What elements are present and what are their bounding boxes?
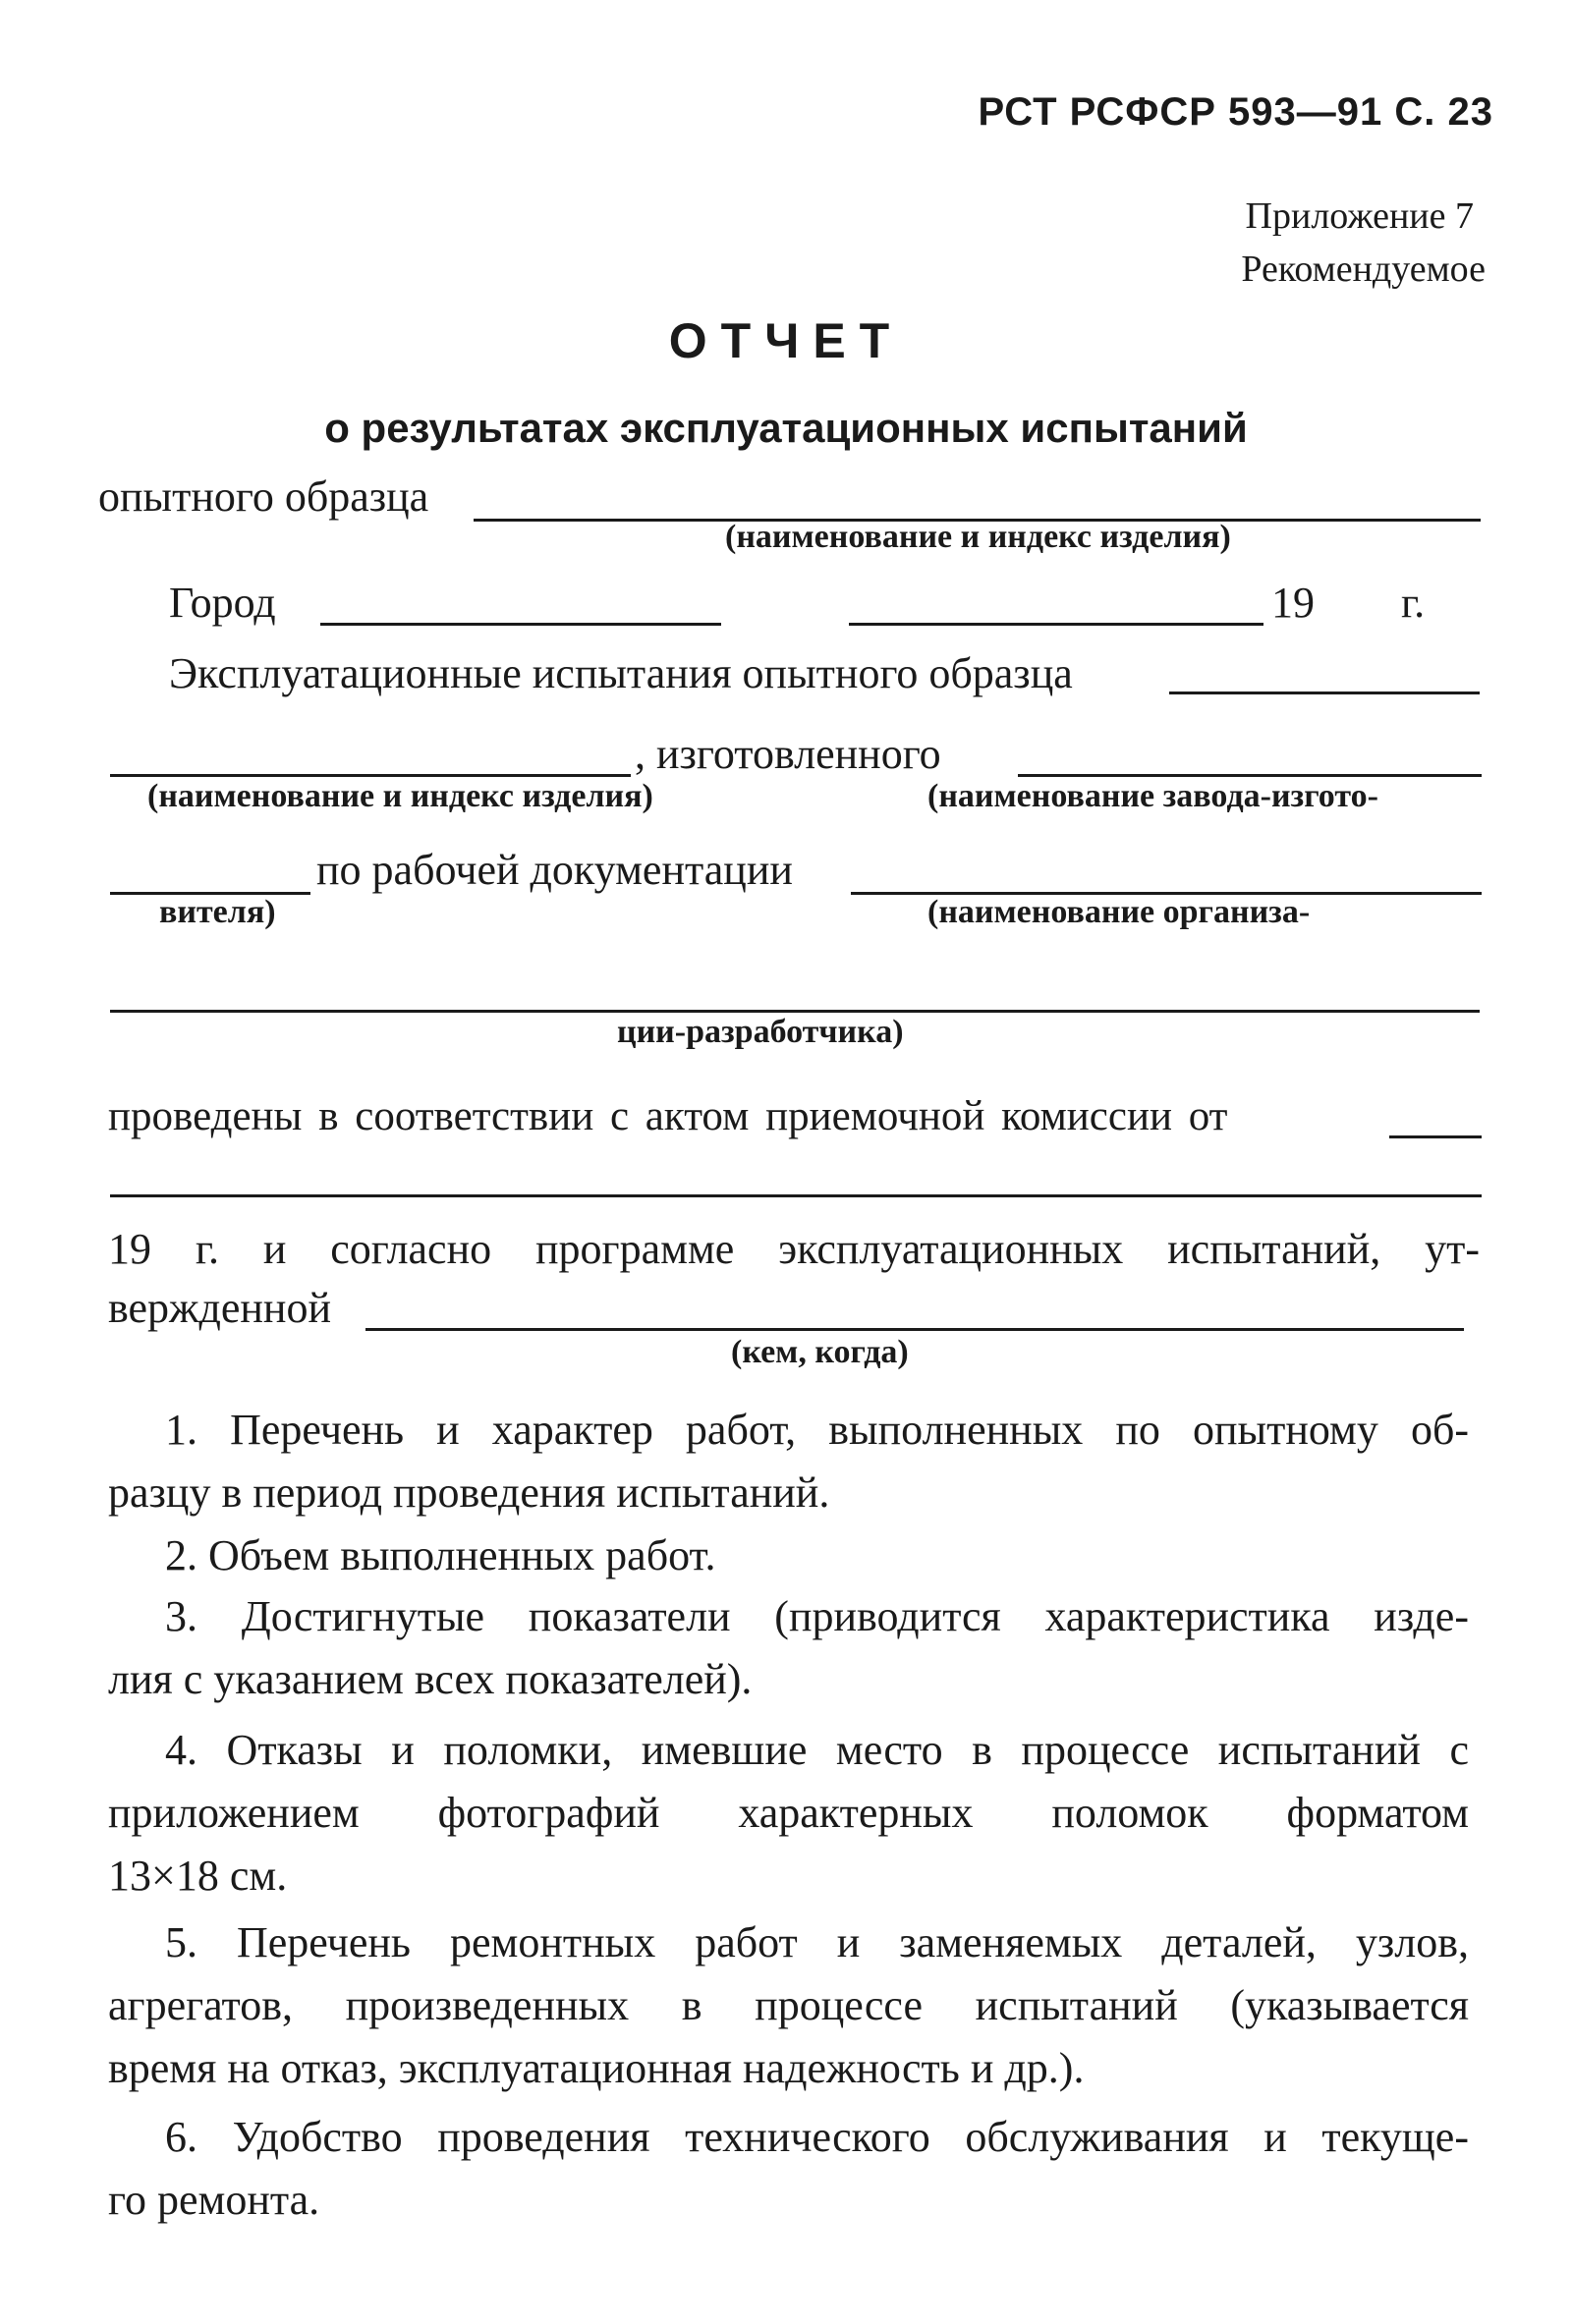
item-2-line-1: 2. Объем выполненных работ. <box>165 1531 716 1579</box>
item-6-line-2: го ремонта. <box>108 2176 320 2224</box>
sample-label: опытного образца <box>98 472 429 521</box>
list-item <box>108 1585 1469 1711</box>
item-1-line-1: 1. Перечень и характер работ, выполненных по опытному об- <box>165 1406 1469 1454</box>
caption-org-2: ции-разработчика) <box>617 1014 904 1050</box>
developer-org-field-2[interactable] <box>110 1010 1480 1013</box>
item-4-line-1: 4. Отказы и поломки, имевшие место в процессе испытаний с <box>165 1726 1469 1774</box>
city-field[interactable] <box>320 623 721 626</box>
conducted-label: проведены в соответствии с актом приемочной комиссии от <box>108 1093 1228 1139</box>
caption-org-1: (наименование организа- <box>927 894 1311 930</box>
item-5-line-3: время на отказ, эксплуатационная надежность и др.). <box>108 2044 1085 2092</box>
approved-by-field[interactable] <box>365 1328 1464 1331</box>
approved-label: вержденной <box>108 1284 332 1332</box>
item-5-line-1: 5. Перечень ремонтных работ и заменяемых деталей, узлов, <box>165 1918 1469 1966</box>
caption-factory-1: (наименование завода-изгото- <box>927 778 1378 814</box>
year-prefix: 19 <box>1271 579 1315 627</box>
appendix-label: Приложение 7 <box>1245 195 1474 237</box>
caption-factory-2: вителя) <box>159 894 276 930</box>
year-suffix: г. <box>1401 579 1426 627</box>
program-line: 19 г. и согласно программе эксплуатационных испытаний, ут- <box>108 1225 1480 1273</box>
manufactured-label: , изготовленного <box>635 730 941 778</box>
item-4-line-2: приложением фотографий характерных поломок форматом <box>108 1789 1469 1837</box>
act-date-field[interactable] <box>1389 1135 1482 1138</box>
docs-label: по рабочей документации <box>316 846 793 894</box>
date-field[interactable] <box>849 623 1263 626</box>
tests-label: Эксплуатационные испытания опытного образца <box>169 649 1073 697</box>
standard-reference: РСТ РСФСР 593—91 С. 23 <box>978 90 1493 134</box>
caption-product: (наименование и индекс изделия) <box>725 519 1231 555</box>
item-1-line-2: разцу в период проведения испытаний. <box>108 1468 830 1517</box>
item-4-line-3: 13×18 см. <box>108 1852 288 1900</box>
item-3-line-1: 3. Достигнутые показатели (приводится характеристика изде- <box>165 1592 1469 1640</box>
item-5-line-2: агрегатов, произведенных в процессе испытаний (указывается <box>108 1981 1469 2029</box>
item-3-line-2: лия с указанием всех показателей). <box>108 1655 753 1703</box>
tests-sample-field[interactable] <box>1169 692 1480 694</box>
caption-product-2: (наименование и индекс изделия) <box>147 778 653 814</box>
city-label: Город <box>169 579 276 627</box>
document-title: ОТЧЕТ <box>668 313 904 368</box>
list-item <box>108 2106 1469 2232</box>
product-name-field-2[interactable] <box>110 774 631 777</box>
appendix-status: Рекомендуемое <box>1241 249 1486 290</box>
factory-name-field[interactable] <box>1018 774 1482 777</box>
list-item <box>108 1719 1469 1908</box>
caption-who-when: (кем, когда) <box>731 1334 909 1370</box>
document-subtitle: о результатах эксплуатационных испытаний <box>324 405 1248 451</box>
list-item <box>108 1399 1469 1524</box>
act-date-field-2[interactable] <box>110 1194 1482 1197</box>
item-6-line-1: 6. Удобство проведения технического обслуживания и текуще- <box>165 2113 1469 2161</box>
list-item <box>108 1524 1469 1587</box>
list-item <box>108 1911 1469 2100</box>
